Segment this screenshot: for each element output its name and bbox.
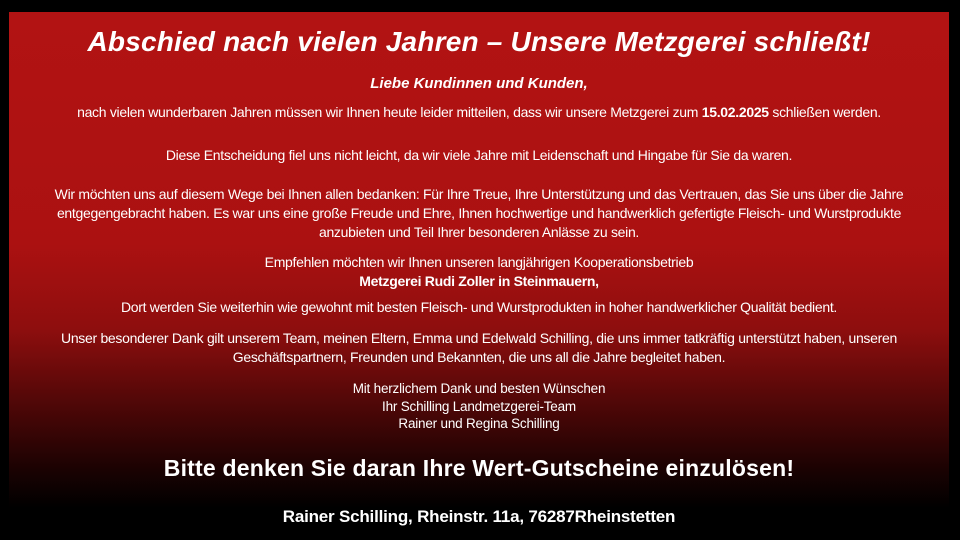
voucher-reminder: Bitte denken Sie daran Ihre Wert-Gutscheine einzulösen! (163, 454, 795, 481)
closing-date: 15.02.2025 (701, 104, 769, 120)
signoff-block (9, 380, 949, 433)
closing-text-before-date: nach vielen wunderbaren Jahren müssen wir Ihnen heute leider mitteilen, dass wir unsere Metzgerei zum (77, 104, 702, 120)
red-announcement-card (9, 12, 949, 540)
salutation: Liebe Kundinnen und Kunden, (370, 75, 588, 92)
signoff-line-names: Rainer und Regina Schilling (398, 416, 560, 431)
signoff-line-team: Ihr Schilling Landmetzgerei-Team (382, 398, 576, 414)
contact-address: Rainer Schilling, Rheinstr. 11a, 76287Rheinstetten (282, 506, 676, 526)
closing-text-after-date: schließen werden. (768, 104, 881, 120)
recommended-butcher-name: Metzgerei Rudi Zoller in Steinmauern, (359, 273, 599, 289)
poster-title: Abschied nach vielen Jahren – Unsere Metzgerei schließt! (87, 26, 871, 57)
recommendation-intro: Empfehlen möchten wir Ihnen unseren langjährigen Kooperationsbetrieb (264, 254, 694, 270)
quality-assurance-paragraph: Dort werden Sie weiterhin wie gewohnt mit besten Fleisch- und Wurstprodukten in hoher handwerklicher Qualität bedient. (120, 299, 838, 315)
decision-paragraph: Diese Entscheidung fiel uns nicht leicht, da wir viele Jahre mit Leidenschaft und Hingabe für Sie da waren. (165, 147, 793, 163)
special-thanks-paragraph: Unser besonderer Dank gilt unserem Team, meinen Eltern, Emma und Edelwald Schilling, die uns immer tatkräftig unterstützt haben, unseren Geschäftspartnern, Freunden und Bekannten, die uns all die Jahre begleitet haben. (61, 330, 897, 365)
signoff-line-wishes: Mit herzlichem Dank und besten Wünschen (352, 381, 606, 396)
thanks-paragraph: Wir möchten uns auf diesem Wege bei Ihnen allen bedanken: Für Ihre Treue, Ihre Unterstützung und das Vertrauen, das Sie uns über die Jahre entgegengebracht haben. Es war uns eine große Freude und Ehre, Ihnen hochwertige und handwerklich gefertigte Fleisch- und Wurstprodukte anzubieten und Teil Ihrer besonderen Anlässe zu sein. (54, 186, 904, 240)
closing-announcement-paragraph (25, 103, 933, 122)
recommendation-paragraph (47, 253, 911, 291)
